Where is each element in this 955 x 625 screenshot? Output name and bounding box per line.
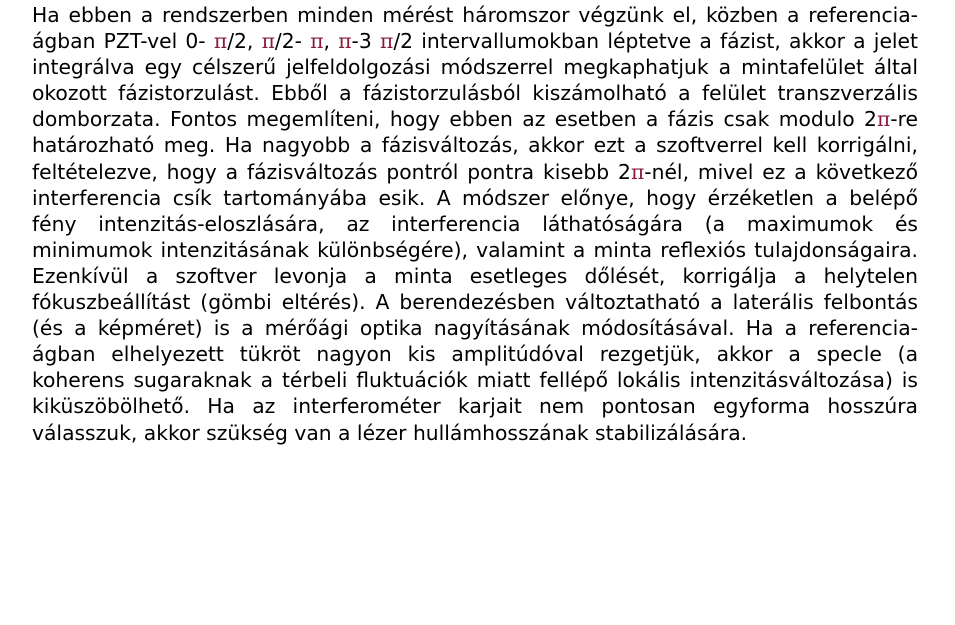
text-segment: , [323,29,339,54]
text-segment: -nél, mivel ez a következő interferencia csík tartományába esik. A módszer előnye, hogy érzéketlen a belépő fény intenzitás-eloszlására, az interferencia láthatóságára (a maximumok és minimumok intenzitásának különbségére), valamint a minta reflexiós tulajdonságaira. Ezenkívül a szoftver levonja a minta esetleges dőlését, korrigálja a helytelen fókuszbeállítást (gömbi eltérés). A berendezésben változtatható a laterális felbontás (és a képméret) is a mérőági optika nagyításának módosításával. Ha a referencia-ágban elhelyezett tükröt nagyon kis amplitúdóval rezgetjük, akkor a specle (a koherens sugaraknak a térbeli fluktuációk miatt fellépő lokális intenzitásváltozása) is kiküszöbölhető. Ha az interferométer karjait nem pontosan egyforma hosszúra válasszuk, akkor szükség van a lézer hullámhosszának stabilizálására. [32,159,918,445]
text-segment: /2 intervallumokban léptetve a fázist, akkor a jelet integrálva egy célszerű jelfeldolgozási módszerrel megkaphatjuk a mintafelület által okozott fázistorzulást. Ebből a fázistorzulásból kiszámolható a felület transzverzális domborzata. Fontos megemlíteni, hogy ebben az esetben a fázis csak modulo 2 [32,29,918,132]
body-paragraph [32,2,918,446]
pi-symbol: π [261,29,275,54]
text-segment: Ha ebben a rendszerben minden mérést háromszor végzünk el, közben a referencia-ágban PZT-vel 0- [32,3,918,54]
text-segment: /2, [227,29,262,54]
pi-symbol: π [338,29,352,54]
pi-symbol: π [379,29,394,54]
pi-symbol: π [310,29,324,54]
pi-symbol: π [876,107,891,132]
document-page [32,2,918,446]
pi-symbol: π [630,159,645,184]
pi-symbol: π [213,29,228,54]
text-segment: -3 [351,29,380,54]
text-segment: -re határozható meg. Ha nagyobb a fázisváltozás, akkor ezt a szoftverrel kell korrigálni, feltételezve, hogy a fázisváltozás pontról pontra kisebb 2 [32,107,918,184]
text-segment: /2- [274,29,311,54]
